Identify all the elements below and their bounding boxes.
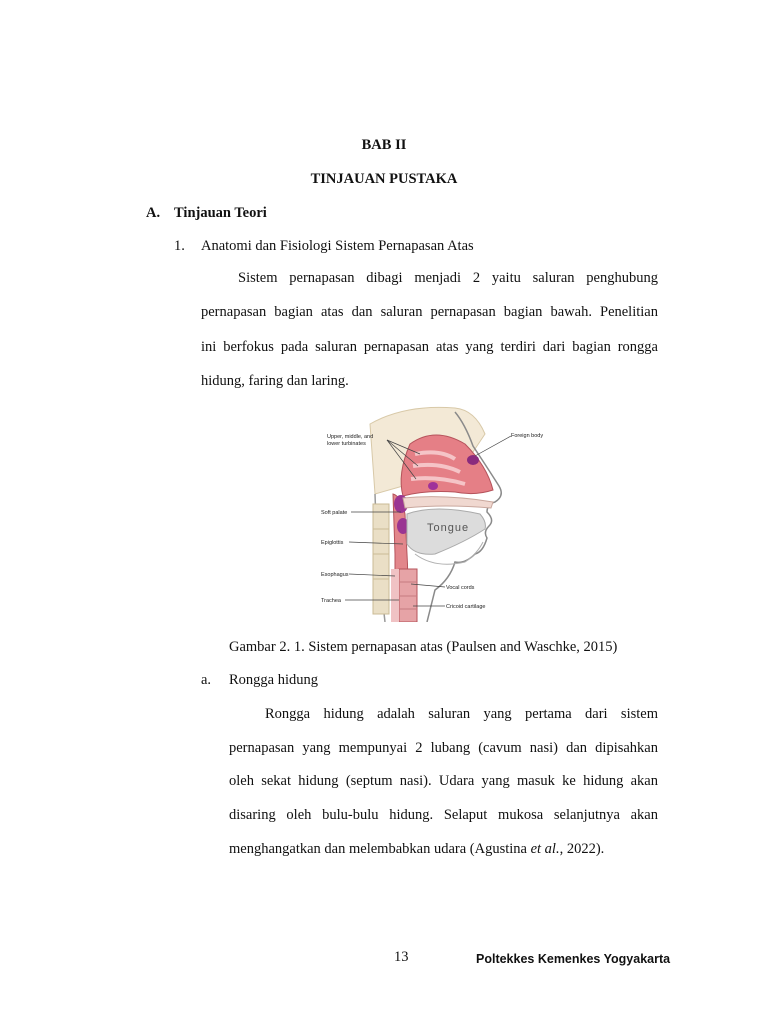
page-number: 13	[394, 949, 409, 965]
citation-et-al: et al.	[530, 841, 560, 857]
turbinates-label-2: lower turbinates	[327, 441, 366, 447]
para1-line: Sistem pernapasan dibagi menjadi 2 yaitu saluran penghubung	[238, 270, 658, 286]
turbinates-label-1: Upper, middle, and	[327, 434, 374, 440]
soft-palate-label: Soft palate	[321, 510, 348, 516]
para2-last-before: menghangatkan dan melembabkan udara (Agustina	[229, 841, 531, 857]
trachea-label: Trachea	[321, 598, 341, 604]
chapter-title: TINJAUAN PUSTAKA	[310, 171, 458, 187]
para2-last-line	[229, 841, 604, 858]
subitem-marker: a.	[201, 672, 212, 688]
figure-caption: Gambar 2. 1. Sistem pernapasan atas (Paulsen and Waschke, 2015)	[229, 639, 618, 655]
chapter-heading: BAB II	[361, 137, 407, 153]
para2-line: disaring oleh bulu-bulu hidung. Selaput mukosa selanjutnya akan	[229, 807, 658, 823]
para1-line: hidung, faring dan laring.	[201, 373, 349, 389]
section-marker: A.	[146, 205, 161, 221]
subsection-title: Anatomi dan Fisiologi Sistem Pernapasan Atas	[201, 238, 474, 254]
footer-institution: Poltekkes Kemenkes Yogyakarta	[476, 952, 671, 966]
para2-line: pernapasan yang mempunyai 2 lubang (cavum nasi) dan dipisahkan	[229, 740, 658, 756]
para2-line: oleh sekat hidung (septum nasi). Udara yang masuk ke hidung akan	[229, 773, 658, 789]
subitem-title: Rongga hidung	[229, 672, 319, 688]
para1-line: pernapasan bagian atas dan saluran pernapasan bagian bawah. Penelitian	[201, 304, 658, 320]
cricoid-label: Cricoid cartilage	[446, 604, 486, 610]
tongue-label: Tongue	[427, 522, 470, 534]
para2-line: Rongga hidung adalah saluran yang pertama dari sistem	[265, 706, 658, 722]
epiglottis-label: Epiglottis	[321, 540, 344, 546]
foreign-body-label: Foreign body	[511, 433, 544, 439]
vocal-cords-label: Vocal cords	[446, 585, 475, 591]
para1-line: ini berfokus pada saluran pernapasan atas yang terdiri dari bagian rongga	[201, 339, 658, 355]
subsection-number: 1.	[174, 238, 185, 254]
section-title: Tinjauan Teori	[174, 205, 267, 221]
esophagus-label: Esophagus	[321, 572, 349, 578]
respiratory-anatomy-figure	[315, 404, 560, 622]
para2-last-after: , 2022).	[559, 841, 605, 857]
